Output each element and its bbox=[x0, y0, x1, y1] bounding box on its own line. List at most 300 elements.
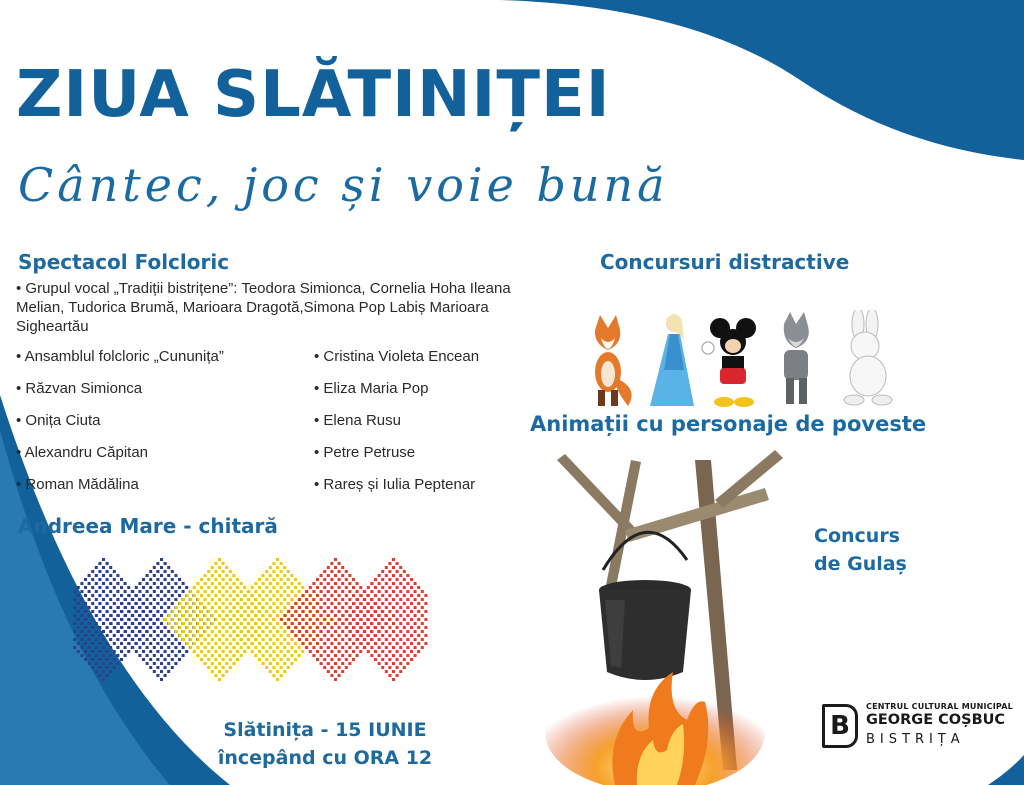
pattern-stitch bbox=[360, 626, 363, 629]
pattern-stitch bbox=[102, 582, 105, 585]
pattern-stitch bbox=[193, 586, 196, 589]
pattern-stitch bbox=[378, 606, 381, 609]
pattern-stitch bbox=[294, 602, 297, 605]
pattern-stitch bbox=[327, 638, 330, 641]
pattern-stitch bbox=[345, 618, 348, 621]
pattern-stitch bbox=[312, 646, 315, 649]
pattern-stitch bbox=[265, 594, 268, 597]
pattern-stitch bbox=[160, 590, 163, 593]
pattern-stitch bbox=[392, 566, 395, 569]
pattern-stitch bbox=[167, 662, 170, 665]
pattern-stitch bbox=[294, 610, 297, 613]
pattern-stitch bbox=[84, 634, 87, 637]
pattern-stitch bbox=[185, 586, 188, 589]
pattern-stitch bbox=[175, 614, 178, 617]
pattern-stitch bbox=[106, 578, 109, 581]
pattern-stitch bbox=[312, 582, 315, 585]
pattern-stitch bbox=[146, 638, 149, 641]
pattern-stitch bbox=[164, 666, 167, 669]
pattern-stitch bbox=[345, 634, 348, 637]
pattern-stitch bbox=[211, 670, 214, 673]
pattern-stitch bbox=[120, 650, 123, 653]
pattern-stitch bbox=[272, 642, 275, 645]
pattern-stitch bbox=[200, 650, 203, 653]
pattern-stitch bbox=[276, 590, 279, 593]
pattern-stitch bbox=[334, 582, 337, 585]
pattern-stitch bbox=[138, 582, 141, 585]
pattern-stitch bbox=[164, 594, 167, 597]
pattern-stitch bbox=[330, 562, 333, 565]
pattern-stitch bbox=[232, 582, 235, 585]
pattern-stitch bbox=[138, 646, 141, 649]
pattern-stitch bbox=[406, 598, 409, 601]
pattern-stitch bbox=[348, 654, 351, 657]
pattern-stitch bbox=[385, 606, 388, 609]
pattern-stitch bbox=[102, 638, 105, 641]
pattern-stitch bbox=[204, 638, 207, 641]
pattern-stitch bbox=[399, 654, 402, 657]
pattern-stitch bbox=[160, 582, 163, 585]
pattern-stitch bbox=[312, 606, 315, 609]
pattern-stitch bbox=[156, 618, 159, 621]
pattern-stitch bbox=[106, 650, 109, 653]
pattern-stitch bbox=[84, 594, 87, 597]
pattern-stitch bbox=[262, 598, 265, 601]
pattern-stitch bbox=[403, 634, 406, 637]
pattern-stitch bbox=[106, 658, 109, 661]
pattern-stitch bbox=[341, 590, 344, 593]
pattern-stitch bbox=[388, 658, 391, 661]
pattern-stitch bbox=[178, 626, 181, 629]
pattern-stitch bbox=[171, 658, 174, 661]
pattern-stitch bbox=[348, 638, 351, 641]
pattern-stitch bbox=[392, 582, 395, 585]
pattern-stitch bbox=[272, 602, 275, 605]
pattern-stitch bbox=[323, 642, 326, 645]
pattern-stitch bbox=[374, 594, 377, 597]
pattern-stitch bbox=[128, 602, 131, 605]
pattern-stitch bbox=[378, 574, 381, 577]
pattern-stitch bbox=[287, 602, 290, 605]
pattern-stitch bbox=[156, 578, 159, 581]
gulas-contest bbox=[814, 522, 964, 578]
pattern-stitch bbox=[269, 566, 272, 569]
pattern-stitch bbox=[171, 618, 174, 621]
pattern-stitch bbox=[229, 570, 232, 573]
pattern-stitch bbox=[356, 614, 359, 617]
pattern-stitch bbox=[381, 618, 384, 621]
pattern-stitch bbox=[164, 602, 167, 605]
pattern-stitch bbox=[378, 622, 381, 625]
pattern-stitch bbox=[345, 570, 348, 573]
pattern-stitch bbox=[102, 646, 105, 649]
pattern-stitch bbox=[320, 630, 323, 633]
pattern-stitch bbox=[124, 598, 127, 601]
pattern-stitch bbox=[153, 654, 156, 657]
pattern-stitch bbox=[424, 618, 427, 621]
pattern-stitch bbox=[186, 602, 189, 605]
pattern-stitch bbox=[218, 630, 221, 633]
pattern-stitch bbox=[186, 626, 189, 629]
pattern-stitch bbox=[262, 590, 265, 593]
pattern-stitch bbox=[352, 626, 355, 629]
pattern-stitch bbox=[222, 602, 225, 605]
pattern-stitch bbox=[276, 614, 279, 617]
pattern-stitch bbox=[77, 634, 80, 637]
pattern-stitch bbox=[417, 626, 420, 629]
pattern-stitch bbox=[225, 566, 228, 569]
pattern-stitch bbox=[287, 626, 290, 629]
pattern-stitch bbox=[421, 590, 424, 593]
pattern-stitch bbox=[135, 618, 138, 621]
pattern-stitch bbox=[232, 598, 235, 601]
pattern-stitch bbox=[77, 650, 80, 653]
pattern-stitch bbox=[330, 586, 333, 589]
pattern-stitch bbox=[138, 606, 141, 609]
pattern-stitch bbox=[341, 646, 344, 649]
pattern-stitch bbox=[214, 666, 217, 669]
pattern-stitch bbox=[356, 590, 359, 593]
pattern-stitch bbox=[211, 574, 214, 577]
pattern-stitch bbox=[254, 646, 257, 649]
pattern-stitch bbox=[236, 658, 239, 661]
pattern-stitch bbox=[84, 610, 87, 613]
cooking-pot-fire-icon bbox=[545, 440, 805, 785]
pattern-stitch bbox=[142, 578, 145, 581]
pattern-stitch bbox=[309, 618, 312, 621]
pattern-stitch bbox=[91, 586, 94, 589]
pattern-stitch bbox=[142, 650, 145, 653]
pattern-stitch bbox=[385, 590, 388, 593]
pattern-stitch bbox=[283, 590, 286, 593]
pattern-stitch bbox=[406, 606, 409, 609]
pattern-stitch bbox=[301, 650, 304, 653]
pattern-stitch bbox=[164, 610, 167, 613]
pattern-stitch bbox=[196, 614, 199, 617]
pattern-stitch bbox=[196, 654, 199, 657]
pattern-stitch bbox=[280, 594, 283, 597]
pattern-stitch bbox=[276, 678, 279, 681]
pattern-stitch bbox=[345, 642, 348, 645]
pattern-stitch bbox=[374, 578, 377, 581]
pattern-stitch bbox=[374, 634, 377, 637]
pattern-stitch bbox=[258, 650, 261, 653]
pattern-stitch bbox=[91, 642, 94, 645]
pattern-stitch bbox=[276, 598, 279, 601]
pattern-stitch bbox=[84, 626, 87, 629]
pattern-stitch bbox=[178, 618, 181, 621]
pattern-stitch bbox=[189, 630, 192, 633]
pattern-stitch bbox=[218, 638, 221, 641]
pattern-stitch bbox=[392, 574, 395, 577]
pattern-stitch bbox=[102, 662, 105, 665]
pattern-stitch bbox=[345, 602, 348, 605]
pattern-stitch bbox=[207, 634, 210, 637]
pattern-stitch bbox=[189, 606, 192, 609]
pattern-stitch bbox=[110, 614, 113, 617]
pattern-stitch bbox=[294, 658, 297, 661]
pattern-stitch bbox=[399, 606, 402, 609]
performers-list-left bbox=[16, 347, 224, 507]
pattern-stitch bbox=[352, 650, 355, 653]
pattern-stitch bbox=[269, 646, 272, 649]
pattern-stitch bbox=[399, 630, 402, 633]
pattern-stitch bbox=[91, 650, 94, 653]
pattern-stitch bbox=[146, 606, 149, 609]
pattern-stitch bbox=[309, 634, 312, 637]
pattern-stitch bbox=[113, 626, 116, 629]
pattern-stitch bbox=[117, 606, 120, 609]
pattern-stitch bbox=[356, 646, 359, 649]
pattern-stitch bbox=[381, 578, 384, 581]
pattern-stitch bbox=[160, 566, 163, 569]
pattern-stitch bbox=[244, 634, 247, 637]
pattern-stitch bbox=[204, 598, 207, 601]
pattern-stitch bbox=[334, 670, 337, 673]
pattern-stitch bbox=[91, 666, 94, 669]
pattern-stitch bbox=[149, 602, 152, 605]
pattern-stitch bbox=[113, 578, 116, 581]
pattern-stitch bbox=[330, 634, 333, 637]
pattern-stitch bbox=[160, 662, 163, 665]
pattern-stitch bbox=[196, 582, 199, 585]
pattern-stitch bbox=[174, 590, 177, 593]
pattern-stitch bbox=[370, 622, 373, 625]
pattern-stitch bbox=[171, 594, 174, 597]
pattern-stitch bbox=[175, 606, 178, 609]
pattern-stitch bbox=[251, 602, 254, 605]
pattern-stitch bbox=[406, 630, 409, 633]
pattern-stitch bbox=[185, 650, 188, 653]
pattern-stitch bbox=[156, 658, 159, 661]
pattern-stitch bbox=[98, 602, 101, 605]
pattern-stitch bbox=[102, 622, 105, 625]
pattern-stitch bbox=[316, 578, 319, 581]
pattern-stitch bbox=[280, 602, 283, 605]
pattern-stitch bbox=[396, 610, 399, 613]
pattern-stitch bbox=[370, 590, 373, 593]
pattern-stitch bbox=[302, 610, 305, 613]
pattern-stitch bbox=[95, 654, 98, 657]
pattern-stitch bbox=[207, 642, 210, 645]
pattern-stitch bbox=[349, 622, 352, 625]
pattern-stitch bbox=[388, 594, 391, 597]
pattern-stitch bbox=[280, 626, 283, 629]
pattern-stitch bbox=[167, 670, 170, 673]
pattern-stitch bbox=[348, 662, 351, 665]
pattern-stitch bbox=[225, 662, 228, 665]
pattern-stitch bbox=[88, 582, 91, 585]
pattern-stitch bbox=[229, 618, 232, 621]
pattern-stitch bbox=[367, 634, 370, 637]
pattern-stitch bbox=[222, 586, 225, 589]
pattern-stitch bbox=[378, 590, 381, 593]
pattern-stitch bbox=[244, 602, 247, 605]
pattern-stitch bbox=[244, 618, 247, 621]
pattern-stitch bbox=[116, 654, 119, 657]
pattern-stitch bbox=[153, 574, 156, 577]
pattern-stitch bbox=[414, 582, 417, 585]
pattern-stitch bbox=[367, 642, 370, 645]
pattern-stitch bbox=[370, 630, 373, 633]
pattern-stitch bbox=[160, 622, 163, 625]
pattern-stitch bbox=[88, 606, 91, 609]
pattern-stitch bbox=[298, 638, 301, 641]
pattern-stitch bbox=[410, 586, 413, 589]
pattern-stitch bbox=[146, 654, 149, 657]
pattern-stitch bbox=[204, 630, 207, 633]
list-item: • Eliza Maria Pop bbox=[314, 380, 429, 397]
pattern-stitch bbox=[120, 594, 123, 597]
pattern-stitch bbox=[265, 642, 268, 645]
pattern-stitch bbox=[341, 582, 344, 585]
pattern-stitch bbox=[211, 630, 214, 633]
pattern-stitch bbox=[225, 574, 228, 577]
pattern-stitch bbox=[196, 630, 199, 633]
pattern-stitch bbox=[73, 638, 76, 641]
pattern-stitch bbox=[232, 590, 235, 593]
pattern-stitch bbox=[254, 582, 257, 585]
pattern-stitch bbox=[388, 618, 391, 621]
pattern-stitch bbox=[291, 614, 294, 617]
pattern-stitch bbox=[247, 630, 250, 633]
pattern-stitch bbox=[156, 602, 159, 605]
pattern-stitch bbox=[406, 646, 409, 649]
pattern-stitch bbox=[396, 650, 399, 653]
pattern-stitch bbox=[345, 666, 348, 669]
pattern-stitch bbox=[182, 590, 185, 593]
pattern-stitch bbox=[204, 614, 207, 617]
pattern-stitch bbox=[149, 642, 152, 645]
pattern-stitch bbox=[178, 610, 181, 613]
pattern-stitch bbox=[309, 602, 312, 605]
pattern-stitch bbox=[196, 646, 199, 649]
pattern-stitch bbox=[135, 634, 138, 637]
pattern-stitch bbox=[225, 638, 228, 641]
pattern-stitch bbox=[294, 618, 297, 621]
pattern-stitch bbox=[327, 654, 330, 657]
pattern-stitch bbox=[352, 634, 355, 637]
pattern-stitch bbox=[367, 626, 370, 629]
pattern-stitch bbox=[410, 650, 413, 653]
pattern-stitch bbox=[156, 562, 159, 565]
pattern-stitch bbox=[80, 590, 83, 593]
pattern-stitch bbox=[229, 594, 232, 597]
pattern-stitch bbox=[367, 602, 370, 605]
pattern-stitch bbox=[225, 670, 228, 673]
pattern-stitch bbox=[392, 606, 395, 609]
pattern-stitch bbox=[424, 642, 427, 645]
pattern-stitch bbox=[116, 574, 119, 577]
pattern-stitch bbox=[410, 634, 413, 637]
pattern-stitch bbox=[229, 650, 232, 653]
pattern-stitch bbox=[80, 614, 83, 617]
pattern-stitch bbox=[124, 606, 127, 609]
pattern-stitch bbox=[323, 586, 326, 589]
pattern-stitch bbox=[131, 630, 134, 633]
pattern-stitch bbox=[156, 586, 159, 589]
pattern-stitch bbox=[345, 626, 348, 629]
fox-icon bbox=[595, 315, 632, 406]
pattern-stitch bbox=[381, 658, 384, 661]
pattern-stitch bbox=[146, 614, 149, 617]
page-title: ZIUA SLĂTINIȚEI bbox=[16, 58, 611, 132]
pattern-stitch bbox=[294, 586, 297, 589]
pattern-stitch bbox=[388, 586, 391, 589]
pattern-stitch bbox=[233, 614, 236, 617]
pattern-stitch bbox=[167, 582, 170, 585]
pattern-stitch bbox=[323, 658, 326, 661]
pattern-stitch bbox=[98, 666, 101, 669]
pattern-stitch bbox=[396, 618, 399, 621]
pattern-stitch bbox=[265, 666, 268, 669]
pattern-stitch bbox=[218, 574, 221, 577]
pattern-stitch bbox=[174, 638, 177, 641]
pattern-stitch bbox=[302, 618, 305, 621]
pattern-stitch bbox=[399, 622, 402, 625]
pattern-stitch bbox=[138, 654, 141, 657]
pattern-stitch bbox=[236, 650, 239, 653]
pattern-stitch bbox=[312, 614, 315, 617]
pattern-stitch bbox=[327, 614, 330, 617]
pattern-stitch bbox=[280, 610, 283, 613]
pattern-stitch bbox=[160, 614, 163, 617]
pattern-stitch bbox=[167, 574, 170, 577]
pattern-stitch bbox=[98, 570, 101, 573]
pattern-stitch bbox=[200, 586, 203, 589]
pattern-stitch bbox=[323, 594, 326, 597]
pattern-stitch bbox=[388, 642, 391, 645]
pattern-stitch bbox=[109, 638, 112, 641]
pattern-stitch bbox=[323, 578, 326, 581]
pattern-stitch bbox=[410, 618, 413, 621]
pattern-stitch bbox=[98, 578, 101, 581]
pattern-stitch bbox=[272, 570, 275, 573]
pattern-stitch bbox=[323, 618, 326, 621]
list-item: • Onița Ciuta bbox=[16, 412, 101, 429]
pattern-stitch bbox=[193, 650, 196, 653]
pattern-stitch bbox=[171, 634, 174, 637]
list-item: • Rareș și Iulia Peptenar bbox=[314, 476, 476, 493]
pattern-stitch bbox=[330, 626, 333, 629]
pattern-stitch bbox=[102, 606, 105, 609]
pattern-stitch bbox=[396, 634, 399, 637]
pattern-stitch bbox=[280, 634, 283, 637]
pattern-stitch bbox=[124, 630, 127, 633]
pattern-stitch bbox=[233, 622, 236, 625]
pattern-stitch bbox=[367, 586, 370, 589]
pattern-stitch bbox=[392, 670, 395, 673]
pattern-stitch bbox=[360, 594, 363, 597]
pattern-stitch bbox=[164, 570, 167, 573]
pattern-stitch bbox=[204, 574, 207, 577]
pattern-stitch bbox=[106, 674, 109, 677]
pattern-stitch bbox=[320, 662, 323, 665]
pattern-stitch bbox=[73, 598, 76, 601]
pattern-stitch bbox=[262, 622, 265, 625]
pattern-stitch bbox=[225, 590, 228, 593]
pattern-stitch bbox=[309, 610, 312, 613]
pattern-stitch bbox=[262, 662, 265, 665]
pattern-stitch bbox=[95, 646, 98, 649]
pattern-stitch bbox=[265, 610, 268, 613]
pattern-stitch bbox=[73, 606, 76, 609]
pattern-stitch bbox=[392, 590, 395, 593]
pattern-stitch bbox=[142, 626, 145, 629]
pattern-stitch bbox=[149, 634, 152, 637]
pattern-stitch bbox=[283, 662, 286, 665]
pattern-stitch bbox=[196, 598, 199, 601]
